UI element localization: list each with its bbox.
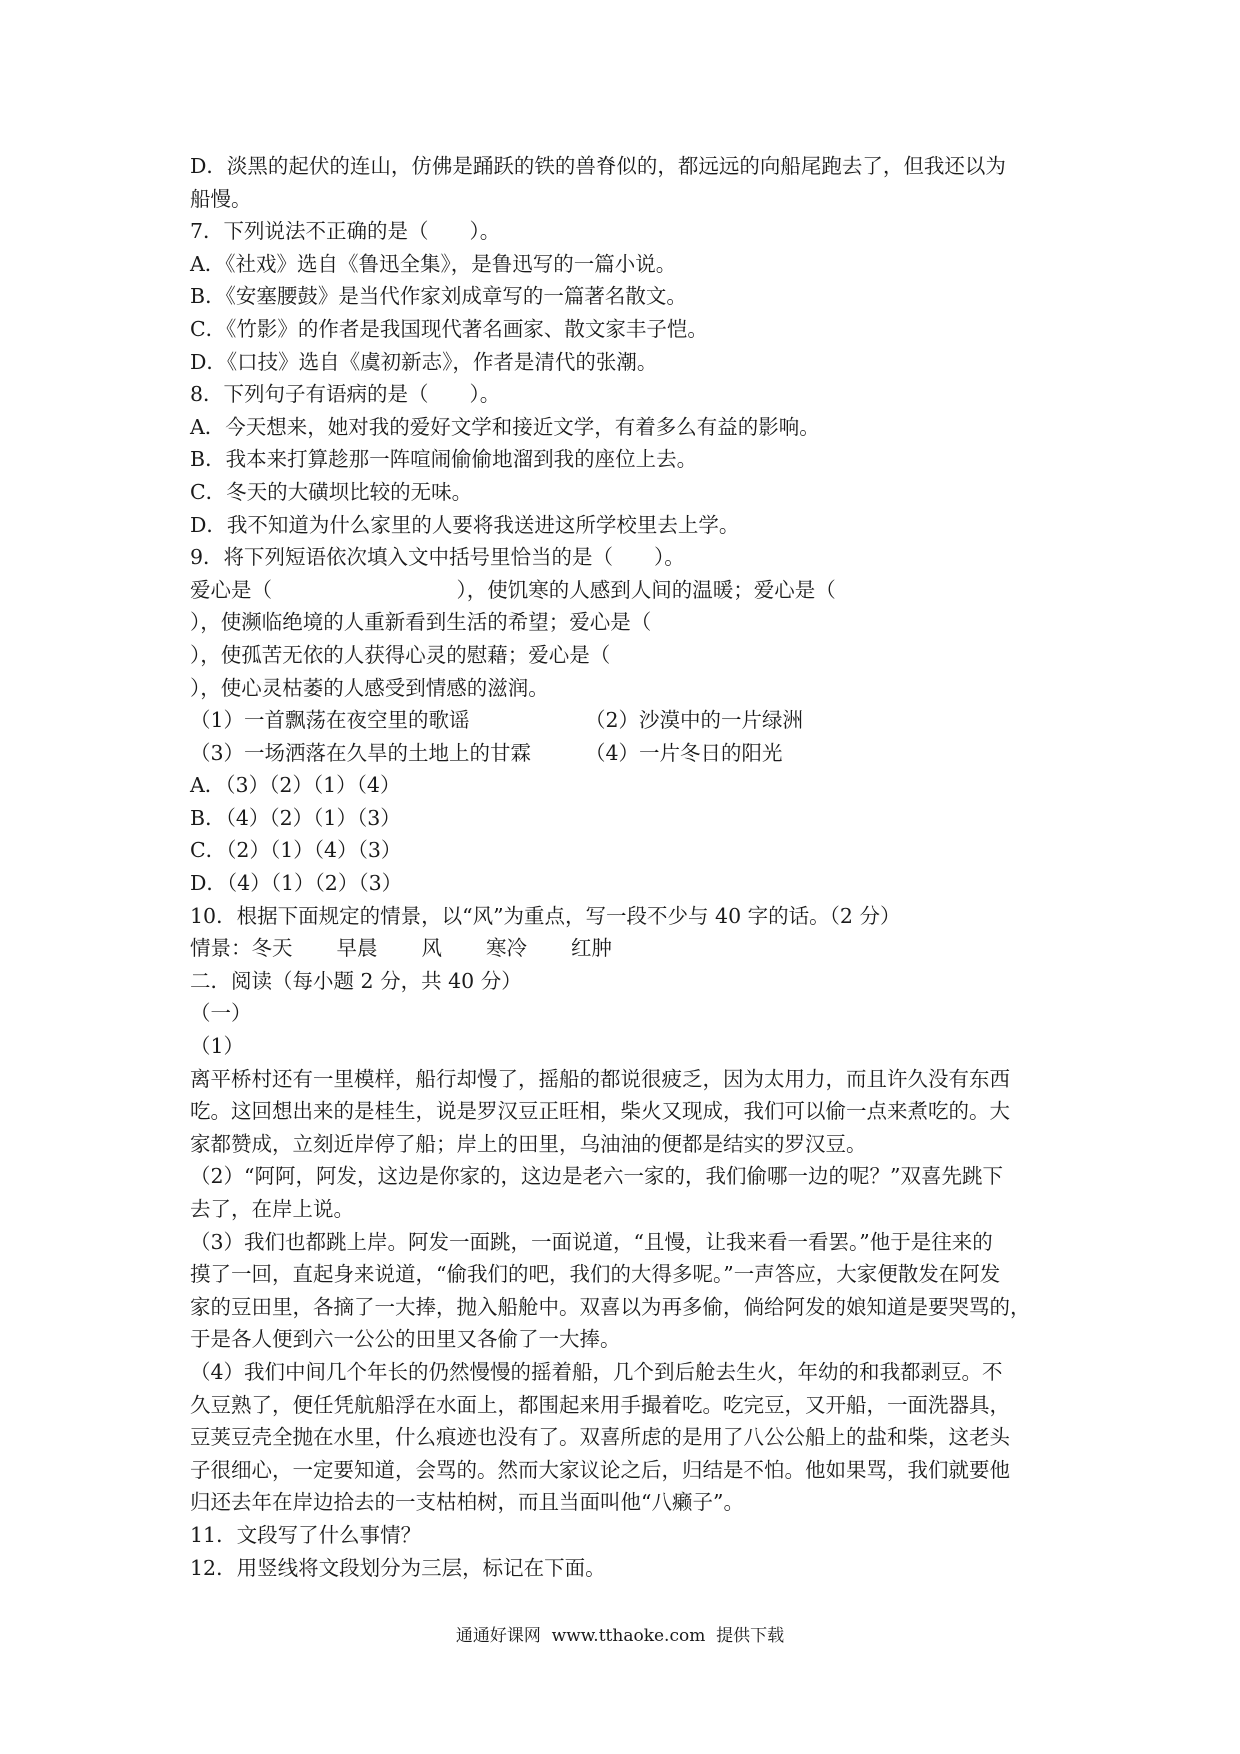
option-7b: B．《安塞腰鼓》是当代作家刘成章写的一篇著名散文。 <box>190 284 687 309</box>
option-6d-line1: D．淡黑的起伏的连山，仿佛是踊跃的铁的兽脊似的，都远远的向船尾跑去了，但我还以为 <box>190 154 1006 178</box>
phrase-2: （2）沙漠中的一片绿洲 <box>585 708 804 733</box>
question-12: 12．用竖线将文段划分为三层，标记在下面。 <box>190 1555 606 1580</box>
question-10: 10．根据下面规定的情景，以“风”为重点，写一段不少与 40 字的话。（2 分） <box>190 903 901 928</box>
passage-line: 离平桥村还有一里模样，船行却慢了，摇船的都说很疲乏，因为太用力，而且许久没有东西 <box>190 1066 1010 1091</box>
passage-line: 于是各人便到六一公公的田里又各偷了一大捧。 <box>190 1327 621 1352</box>
question-9-passage-line3: ），使孤苦无依的人获得心灵的慰藉；爱心是（ <box>190 642 611 667</box>
option-7d: D．《口技》选自《虞初新志》，作者是清代的张潮。 <box>190 349 658 374</box>
passage-line: （4）我们中间几个年长的仍然慢慢的摇着船，几个到后舱去生火，年幼的和我都剥豆。不 <box>190 1359 1003 1384</box>
question-11: 11．文段写了什么事情？ <box>190 1522 422 1547</box>
scene-item: 风 <box>421 936 442 961</box>
option-9c: C．（2）（1）（4）（3） <box>190 838 402 863</box>
passage-line: 子很细心，一定要知道，会骂的。然而大家议论之后，归结是不怕。他如果骂，我们就要他 <box>190 1457 1010 1482</box>
passage-line: （2）“阿阿，阿发，这边是你家的，这边是老六一家的，我们偷哪一边的呢？”双喜先跳下 <box>190 1164 1004 1189</box>
phrase-row-2 <box>190 737 1060 770</box>
page-footer: 通通好课网 www.tthaoke.com 提供下载 <box>455 1626 785 1646</box>
passage-line: （3）我们也都跳上岸。阿发一面跳，一面说道，“且慢，让我来看一看罢。”他于是往来的 <box>190 1229 993 1254</box>
option-8c: C．冬天的大磺坝比较的无味。 <box>190 479 473 504</box>
phrase-4: （4）一片冬日的阳光 <box>585 740 783 765</box>
option-6d-line2: 船慢。 <box>190 186 252 211</box>
phrase-3: （3）一场洒落在久旱的土地上的甘霖 <box>190 740 532 765</box>
passage-line: 家的豆田里，各摘了一大捧，抛入船舱中。双喜以为再多偷，倘给阿发的娘知道是要哭骂的， <box>190 1294 1031 1319</box>
question-10-scene <box>190 932 1060 965</box>
option-9d: D．（4）（1）（2）（3） <box>190 871 403 896</box>
scene-item: 寒冷 <box>486 936 527 961</box>
option-8b: B．我本来打算趁那一阵喧闹偷偷地溜到我的座位上去。 <box>190 447 698 472</box>
option-7c: C．《竹影》的作者是我国现代著名画家、散文家丰子恺。 <box>190 316 708 341</box>
section-2-heading: 二．阅读（每小题 2 分，共 40 分） <box>190 968 522 993</box>
scene-item: 红肿 <box>571 936 612 961</box>
option-9a: A．（3）（2）（1）（4） <box>190 773 401 798</box>
document-body <box>190 150 1060 1584</box>
passage-line: 吃。这回想出来的是桂生，说是罗汉豆正旺相，柴火又现成，我们可以偷一点来煮吃的。大 <box>190 1099 1010 1124</box>
passage-line: 归还去年在岸边拾去的一支枯柏树，而且当面叫他“八癞子”。 <box>190 1490 744 1515</box>
question-9: 9．将下列短语依次填入文中括号里恰当的是（ ）。 <box>190 545 685 570</box>
subsection-heading: （一） <box>190 1001 252 1026</box>
option-8a: A．今天想来，她对我的爱好文学和接近文学，有着多么有益的影响。 <box>190 414 820 439</box>
question-7: 7．下列说法不正确的是（ ）。 <box>190 219 501 244</box>
passage-line: 去了，在岸上说。 <box>190 1197 354 1221</box>
option-7a: A．《社戏》选自《鲁迅全集》，是鲁迅写的一篇小说。 <box>190 251 677 276</box>
passage-line: 家都赞成，立刻近岸停了船；岸上的田里，乌油油的便都是结实的罗汉豆。 <box>190 1131 867 1156</box>
question-8: 8．下列句子有语病的是（ ）。 <box>190 382 501 407</box>
passage-line: 豆荚豆壳全抛在水里，什么痕迹也没有了。双喜所虑的是用了八公公船上的盐和柴，这老头 <box>190 1425 1010 1450</box>
passage-line: 久豆熟了，便任凭航船浮在水面上，都围起来用手撮着吃。吃完豆，又开船，一面洗器具， <box>190 1392 1010 1417</box>
question-9-passage-line1: 爱心是（ ），使饥寒的人感到人间的温暖；爱心是（ <box>190 577 836 602</box>
phrase-1: （1）一首飘荡在夜空里的歌谣 <box>190 708 470 733</box>
option-9b: B．（4）（2）（1）（3） <box>190 805 401 830</box>
phrase-row-1 <box>190 704 1060 737</box>
question-9-passage-line2: ），使濒临绝境的人重新看到生活的希望；爱心是（ <box>190 610 652 635</box>
paragraph-number: （1） <box>190 1034 245 1059</box>
option-8d: D．我不知道为什么家里的人要将我送进这所学校里去上学。 <box>190 512 740 537</box>
scene-label: 情景：冬天 <box>190 936 293 961</box>
passage-line: 摸了一回，直起身来说道，“偷我们的吧，我们的大得多呢。”一声答应，大家便散发在阿发 <box>190 1262 1001 1287</box>
question-9-passage-line4: ），使心灵枯萎的人感受到情感的滋润。 <box>190 675 549 700</box>
scene-item: 早晨 <box>336 936 378 961</box>
